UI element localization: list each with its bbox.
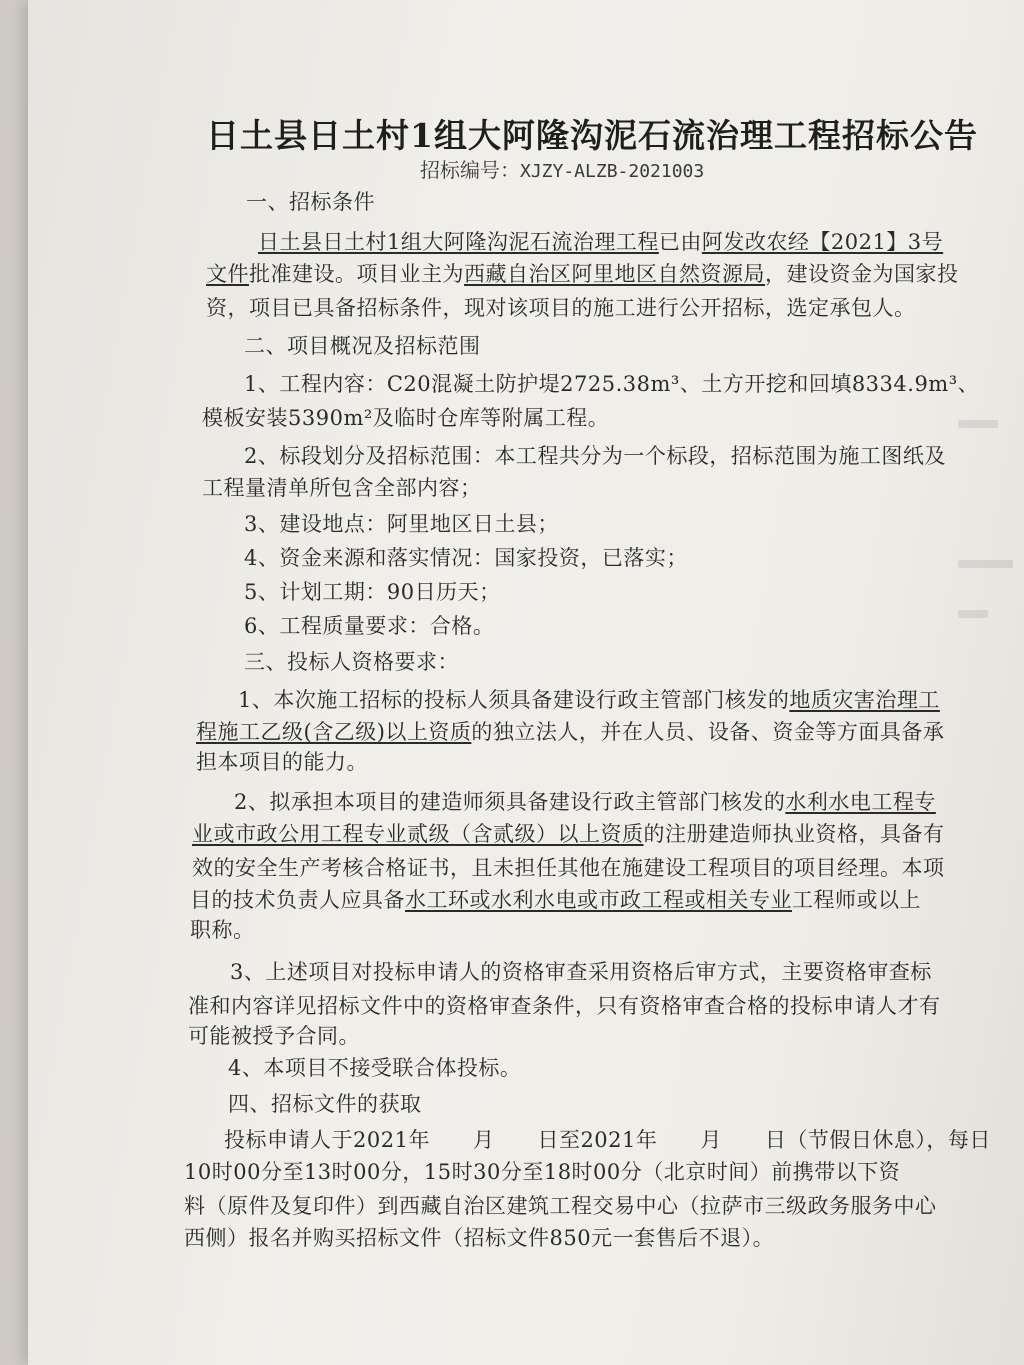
section-2-item-3: 3、建设地点：阿里地区日土县； (244, 512, 559, 536)
section-2-heading: 二、项目概况及招标范围 (244, 334, 481, 358)
section-2-item-1-line-1: 1、工程内容：C20混凝土防护堤2725.38m³、土方开挖和回填8334.9m³、 (244, 372, 980, 396)
section-3-item-1-line-1 (238, 684, 940, 714)
section-3-item-3-line-1: 3、上述项目对投标申请人的资格审查采用资格后审方式，主要资格审查标 (230, 960, 932, 984)
section-4-line-4: 西侧）报名并购买招标文件（招标文件850元一套售后不退）。 (184, 1226, 775, 1250)
section-3-item-3-line-2: 准和内容详见招标文件中的资格审查条件，只有资格审查合格的投标申请人才有 (188, 994, 941, 1018)
section-3-item-2-line-1 (234, 786, 936, 816)
section-4-line-2: 10时00分至13时00分，15时30分至18时00分（北京时间）前携带以下资 (184, 1160, 901, 1184)
section-3-item-4: 4、本项目不接受联合体投标。 (228, 1056, 522, 1080)
section-2-item-5: 5、计划工期：90日历天； (244, 580, 501, 604)
bid-number-label: 招标编号： (420, 158, 520, 182)
text: 2、拟承担本项目的建造师须具备建设行政主管部门核发的 (234, 790, 786, 814)
section-2-item-1-line-2: 模板安装5390m²及临时仓库等附属工程。 (202, 406, 610, 430)
text: 目的技术负责人应具备 (190, 888, 405, 912)
section-3-item-3-line-3: 可能被授予合同。 (188, 1024, 360, 1048)
section-3-item-2-line-5: 职称。 (190, 918, 255, 942)
text: 已由 (658, 230, 702, 254)
text: 批准建设。项目业主为 (249, 262, 464, 286)
qualification: 水工环或水利水电或市政工程或相关专业 (405, 888, 792, 912)
text: 的独立法人，并在人员、设备、资金等方面具备承 (471, 720, 945, 744)
section-3-item-1-line-3: 担本项目的能力。 (196, 750, 368, 774)
section-3-item-2-line-4 (190, 884, 921, 914)
document-title: 日土县日土村1组大阿隆沟泥石流治理工程招标公告 (206, 116, 978, 155)
section-1-line-3: 资，项目已具备招标条件，现对该项目的施工进行公开招标，选定承包人。 (206, 296, 916, 320)
text: ，建设资金为国家投 (765, 262, 959, 286)
bleed-through-mark (958, 420, 998, 428)
section-2-item-2-line-2: 工程量清单所包含全部内容； (202, 476, 482, 500)
approval-doc: 阿发改农经【2021】3号 (701, 230, 944, 254)
bid-number (420, 154, 704, 183)
text: 1、本次施工招标的投标人须具备建设行政主管部门核发的 (238, 688, 790, 712)
bid-number-value: XJZY-ALZB-2021003 (520, 161, 705, 182)
section-3-item-2-line-2 (192, 818, 945, 848)
section-2-item-6: 6、工程质量要求：合格。 (244, 614, 495, 638)
section-2-item-4: 4、资金来源和落实情况：国家投资，已落实； (244, 546, 688, 570)
section-2-item-2-line-1: 2、标段划分及招标范围：本工程共分为一个标段，招标范围为施工图纸及 (244, 444, 946, 468)
project-name: 日土县日土村1组大阿隆沟泥石流治理工程 (258, 230, 659, 254)
project-owner: 西藏自治区阿里地区自然资源局 (464, 262, 765, 286)
section-4-line-3: 料（原件及复印件）到西藏自治区建筑工程交易中心（拉萨市三级政务服务中心 (184, 1194, 937, 1218)
text: 的注册建造师执业资格，具备有 (643, 822, 945, 846)
bleed-through-mark (958, 610, 988, 618)
qualification: 地质灾害治理工 (789, 688, 940, 712)
section-3-heading: 三、投标人资格要求： (244, 650, 459, 674)
section-1-heading: 一、招标条件 (246, 190, 375, 214)
section-4-heading: 四、招标文件的获取 (228, 1092, 422, 1116)
section-4-line-1: 投标申请人于2021年 月 日至2021年 月 日（节假日休息），每日 (224, 1128, 991, 1152)
qualification: 水利水电工程专 (785, 790, 936, 814)
section-1-line-2 (206, 258, 959, 288)
section-3-item-1-line-2 (196, 716, 944, 746)
section-1-line-1 (258, 226, 943, 256)
text: 文件 (206, 262, 249, 286)
qualification: 程施工乙级(含乙级)以上资质 (196, 720, 472, 744)
section-3-item-2-line-3: 效的安全生产考核合格证书，且未担任其他在施建设工程项目的项目经理。本项 (192, 856, 945, 880)
bleed-through-mark (958, 560, 1013, 568)
text: 工程师或以上 (792, 888, 921, 912)
qualification: 业或市政公用工程专业贰级（含贰级）以上资质 (192, 822, 644, 846)
